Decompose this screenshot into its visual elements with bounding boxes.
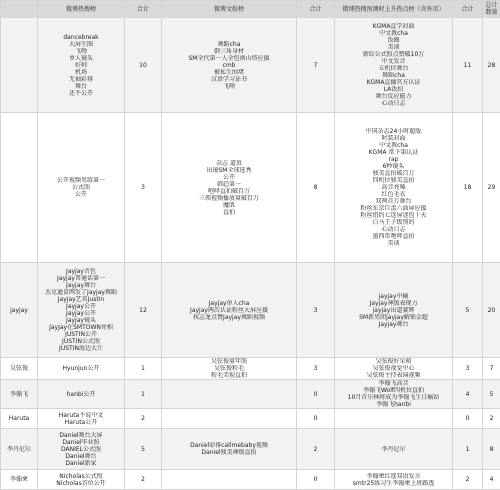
grand-total: 2: [483, 409, 500, 429]
list-item: 吴弦俊量年照: [163, 358, 295, 365]
hot-search-list: [38, 263, 125, 358]
list-item: 李翰飞hanbi: [336, 401, 451, 408]
list-item: Daniel新家: [39, 460, 123, 467]
ent-total: 3: [297, 358, 335, 380]
ent-list: [162, 113, 297, 263]
pred-list: [335, 409, 453, 429]
list-item: 魔肌: [163, 202, 295, 209]
list-item: rap: [336, 156, 451, 163]
member-name: [1, 18, 38, 113]
pred-total: 4: [453, 380, 483, 409]
ent-total: 0: [297, 470, 335, 490]
list-item: Jayjay镜头: [39, 317, 123, 324]
list-item: Haruta不说中文: [39, 412, 123, 419]
list-item: 舞台: [39, 83, 123, 90]
list-item: JUSTIN公开: [39, 331, 123, 338]
list-item: dancebreak: [39, 34, 123, 41]
list-item: 中文教cha: [336, 30, 451, 37]
list-item: 倒三角身材: [163, 48, 295, 55]
list-item: 李翰飞高音: [336, 380, 451, 387]
pred-list: [335, 470, 453, 490]
hot-total: 5: [125, 429, 162, 470]
grand-total: 8: [483, 429, 500, 470]
list-item: 汉语学习证书: [163, 76, 295, 83]
list-item: 吴弦俊主持表演视频: [336, 372, 451, 379]
pred-list: [335, 263, 453, 358]
table-row: [1, 263, 500, 358]
hot-search-list: [38, 113, 125, 263]
list-item: 时装封面: [336, 135, 451, 142]
list-item: 李翰飞Wolf四机位直拍: [336, 387, 451, 394]
list-item: 还不公开: [39, 90, 123, 97]
list-item: 吴弦俊好呆萌: [336, 358, 451, 365]
member-name: 李翰飞: [1, 380, 38, 409]
header-pred-total: 合计: [453, 1, 483, 18]
hot-total: 10: [125, 18, 162, 113]
pred-list: [335, 18, 453, 113]
list-item: Nicholas首位公开: [39, 480, 123, 487]
list-item: Daniel独美神级直拍: [163, 449, 295, 456]
list-item: Jayjay舞台: [336, 321, 451, 328]
hot-total: 2: [125, 409, 162, 429]
list-item: 心动日志: [336, 100, 451, 107]
list-item: SM新男团jayjay解锁金超: [336, 314, 451, 321]
member-name: 李丹尼尔: [1, 429, 38, 470]
member-name: 吴弦俊: [1, 358, 38, 380]
list-item: Jayjay两次认证粉丝大屏应援: [163, 307, 295, 314]
list-item: Haruta公开: [39, 419, 123, 426]
list-item: 出镜SM全球选秀: [163, 167, 295, 174]
table-row: [1, 113, 500, 263]
list-item: 权志龙点赞Jayjay舞蹈视频: [163, 314, 295, 321]
list-item: 舞台反应能力: [336, 93, 451, 100]
list-item: 韩趋第一: [163, 181, 295, 188]
list-item: cmb: [163, 62, 295, 69]
pred-list: [335, 113, 453, 263]
list-item: 白马王子级别的: [336, 219, 451, 226]
grand-total: 5: [483, 380, 500, 409]
list-item: 10月首尔林将成为李翰飞生日痛站: [336, 394, 451, 401]
list-item: SM全代第一人全包南山塔应援: [163, 55, 295, 62]
ent-total: 2: [297, 429, 335, 470]
header-grand-total: 总计数量: [483, 1, 500, 18]
table-row: [1, 409, 500, 429]
list-item: 粉毛美貌直拍: [163, 372, 295, 379]
list-item: 吴弦俊粉毛: [163, 365, 295, 372]
list-item: 单人镜头: [39, 55, 123, 62]
hot-total: 3: [125, 113, 162, 263]
table-row: [1, 380, 500, 409]
ent-list: [162, 18, 297, 113]
pred-list: [335, 358, 453, 380]
list-item: 中国杂志24小时超版: [336, 128, 451, 135]
list-item: 大屏生图: [39, 41, 123, 48]
grand-total: 4: [483, 470, 500, 490]
pred-list: [335, 380, 453, 409]
list-item: JUSTIN海边大片: [39, 345, 123, 352]
list-item: Jayjay公开: [39, 310, 123, 317]
grand-total: 7: [483, 358, 500, 380]
list-item: 墨西哥咆哮直拍: [336, 233, 451, 240]
list-item: 新综公式照点赞破10万: [336, 51, 451, 58]
pred-total: 1: [453, 429, 483, 470]
list-item: 美谈: [336, 240, 451, 247]
list-item: 公开: [163, 174, 295, 181]
hot-search-list: [38, 429, 125, 470]
header-weibo-pred: 微博热搜预测时上升热点榜（含外页）: [335, 1, 453, 18]
header-hot-total: 合计: [125, 1, 162, 18]
list-item: smtr25练习生李翰柬上班路透: [336, 480, 451, 487]
pred-total: 2: [453, 470, 483, 490]
list-item: 美谈: [336, 44, 451, 51]
pred-total: 3: [453, 358, 483, 380]
ent-list: [162, 409, 297, 429]
list-item: 吴弦俊视觉中心: [336, 365, 451, 372]
list-item: 五机位舞台: [336, 65, 451, 72]
list-item: Jayjay普通话第一: [39, 275, 123, 282]
list-item: 三领视频播放量破百万: [163, 195, 295, 202]
ent-list: [162, 263, 297, 358]
list-item: 公开: [39, 191, 123, 198]
member-name: [1, 113, 38, 263]
ent-list: [162, 380, 297, 409]
list-item: 公开视频男练第一: [39, 177, 123, 184]
list-item: Jayjay神级表现力: [336, 300, 451, 307]
hot-search-list: [38, 358, 125, 380]
member-name: 李翰柬: [1, 470, 38, 490]
member-name: Haruta: [1, 409, 38, 429]
list-item: Daniel彩排callmebaby视频: [163, 442, 295, 449]
list-item: Jayjay公开: [39, 303, 123, 310]
list-item: 舞蹈cha: [336, 72, 451, 79]
list-item: 四机位独美直拍: [336, 177, 451, 184]
header-name: [1, 1, 38, 18]
pred-total: 11: [453, 18, 483, 113]
list-item: jayjay中输: [336, 293, 451, 300]
pred-list: [335, 429, 453, 470]
list-item: 舞蹈cha: [163, 41, 295, 48]
ent-list: [162, 470, 297, 490]
list-item: JUSTIN公式照: [39, 338, 123, 345]
list-item: KGMA直学封面: [336, 23, 451, 30]
table-row: [1, 18, 500, 113]
list-item: 李翰柬红毯双语发言: [336, 473, 451, 480]
list-item: 粉丝东京巨蛋六面屏应援: [336, 205, 451, 212]
ent-total: 8: [297, 113, 335, 263]
ent-total: 7: [297, 18, 335, 113]
list-item: 直拍: [163, 209, 295, 216]
list-item: KGMA直播官方认证: [336, 79, 451, 86]
list-item: 咆哮直拍破百万: [163, 188, 295, 195]
hot-total: 1: [125, 358, 162, 380]
header-ent-total: 合计: [297, 1, 335, 18]
list-item: Jayjay音色: [39, 268, 123, 275]
list-item: Jayjay舞台: [39, 282, 123, 289]
hot-total: 2: [125, 470, 162, 490]
list-item: Daniel毕业照: [39, 439, 123, 446]
list-item: 中文发音: [336, 58, 451, 65]
list-item: Nicholas公式照: [39, 473, 123, 480]
list-item: DANIEL公式照: [39, 446, 123, 453]
list-item: jayjay出道赛辉: [336, 307, 451, 314]
list-item: 杰克逊冒网发了Jayjay舞蹈: [39, 289, 123, 296]
grand-total: 29: [483, 113, 500, 263]
list-item: 饭圈: [336, 37, 451, 44]
header-weibo-hot: 微博热搜榜: [38, 1, 125, 18]
list-item: JayJay在SMTOWN亮相: [39, 324, 123, 331]
hot-total: 1: [125, 380, 162, 409]
list-item: 飞吻: [39, 48, 123, 55]
list-item: Jayjay单人cha: [163, 300, 295, 307]
ent-total: 3: [297, 263, 335, 358]
list-item: 中文教cha: [336, 142, 451, 149]
list-item: 飞吻: [163, 83, 295, 90]
list-item: 高音亮嗓: [336, 184, 451, 191]
list-item: 杂志 道贵: [163, 160, 295, 167]
hot-search-list: [38, 18, 125, 113]
list-item: 李丹尼尔: [336, 446, 451, 453]
pred-total: 5: [453, 263, 483, 358]
ent-list: [162, 358, 297, 380]
list-item: Daniel舞台: [39, 453, 123, 460]
hot-search-list: [38, 470, 125, 490]
list-item: 心动日志: [336, 226, 451, 233]
list-item: 粉丝纽约七连屏迷包十天: [336, 212, 451, 219]
header-weibo-ent: 微博文娱榜: [162, 1, 297, 18]
list-item: Hyunjun公开: [39, 365, 123, 372]
grand-total: 28: [483, 18, 500, 113]
table-row: [1, 358, 500, 380]
ent-list: [162, 429, 297, 470]
header-row: [1, 1, 500, 18]
hot-search-list: [38, 409, 125, 429]
list-item: Jayjay艺名Justin: [39, 296, 123, 303]
list-item: 无袖彩排: [39, 76, 123, 83]
list-item: 6秒镜头: [336, 163, 451, 170]
list-item: 独美直拍破百万: [336, 170, 451, 177]
table-row: [1, 429, 500, 470]
member-name: jayjay: [1, 263, 38, 358]
list-item: LA饭拍: [336, 86, 451, 93]
list-item: KGMA 常下第认证: [336, 149, 451, 156]
grand-total: 20: [483, 263, 500, 358]
list-item: hanbi公开: [39, 391, 123, 398]
ent-total: 0: [297, 409, 335, 429]
list-item: Daniel舞台大屏: [39, 432, 123, 439]
list-item: 好帅: [39, 62, 123, 69]
ent-total: 0: [297, 380, 335, 409]
list-item: 红色毛衣: [336, 191, 451, 198]
list-item: 双两首万舞台: [336, 198, 451, 205]
list-item: 机场: [39, 69, 123, 76]
pred-total: 18: [453, 113, 483, 263]
table-row: [1, 470, 500, 490]
list-item: 公式照: [39, 184, 123, 191]
pred-total: 0: [453, 409, 483, 429]
hot-search-list: [38, 380, 125, 409]
list-item: 被私生围堵: [163, 69, 295, 76]
hot-total: 12: [125, 263, 162, 358]
